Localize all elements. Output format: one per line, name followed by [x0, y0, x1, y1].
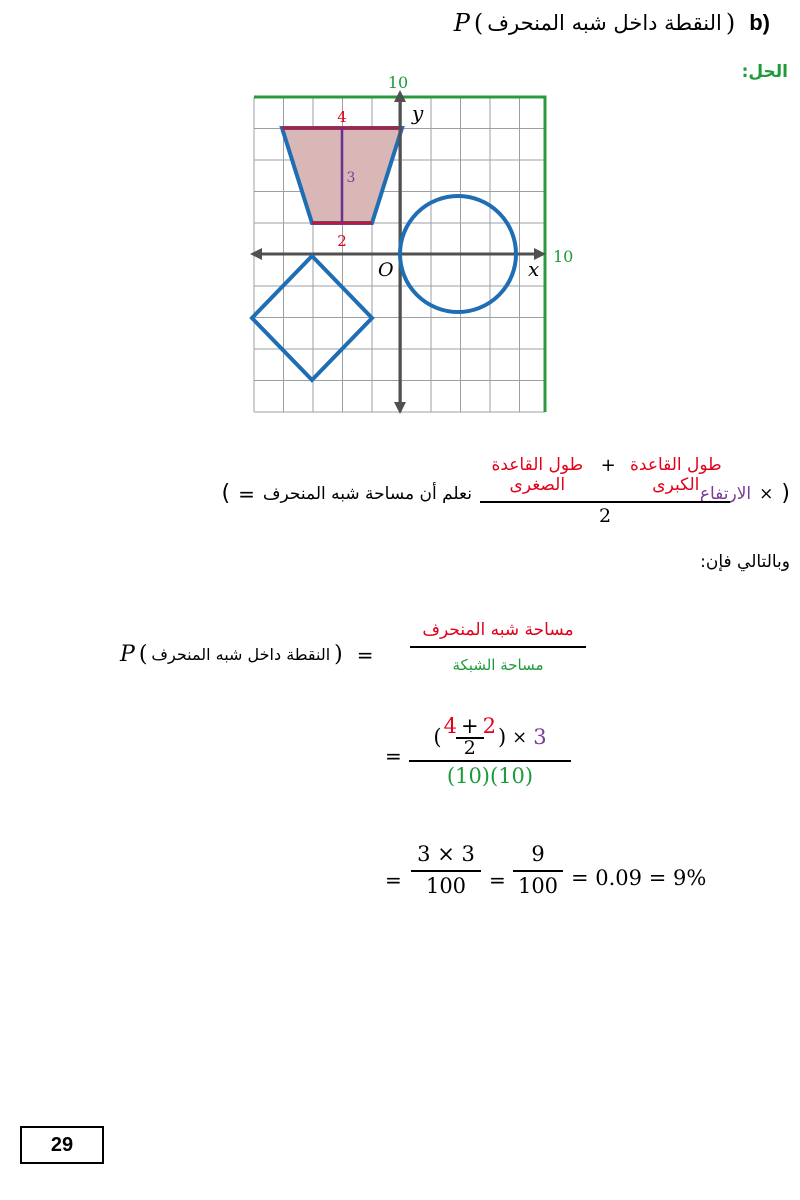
heading-label: b) [749, 10, 770, 35]
step2-h: 3 [533, 725, 547, 749]
step2-times: × [512, 726, 528, 748]
step3-n1: 3 × 3 [417, 842, 475, 866]
long-base-label: 4 [337, 108, 347, 126]
page-number: 29 [20, 1126, 104, 1164]
heading-p: P [453, 9, 470, 37]
x-axis-arrow-left [250, 248, 262, 260]
label-right-10: 10 [553, 247, 574, 266]
step3-d1: 100 [425, 874, 467, 898]
coordinate-figure [240, 70, 580, 420]
prob-denominator: مساحة الشبكة [452, 656, 544, 674]
y-axis-label: y [412, 101, 424, 125]
step3-tail: = 0.09 = 9% [571, 866, 707, 890]
step-3 [385, 842, 785, 912]
step2-fraction [409, 714, 571, 788]
short-base-label: 2 [337, 232, 347, 250]
prob-equals: = [356, 642, 374, 667]
open-paren: ( [221, 481, 231, 506]
heading-paren-open: ( [473, 9, 484, 37]
step2-paren-close: ) [497, 725, 507, 749]
prob-close: ) [334, 642, 343, 667]
height-word: الارتفاع [699, 483, 752, 504]
step2-numerator [409, 714, 571, 759]
area-formula [10, 455, 790, 527]
prob-fraction [410, 620, 586, 674]
area-fraction [480, 455, 730, 527]
heading-paren-close: ) [725, 9, 736, 37]
step2-fraction-bar [409, 760, 571, 762]
prob-fraction-bar [410, 646, 586, 648]
heading-text: النقطة داخل شبه المنحرف [487, 11, 722, 35]
area-fraction-denominator: 2 [598, 505, 612, 527]
step2-b: 2 [482, 714, 496, 738]
step3-frac2 [513, 842, 563, 898]
step3-n2: 9 [531, 842, 545, 866]
step2-plus: + [460, 714, 479, 738]
long-base-text: طول القاعدة الكبرى [629, 455, 722, 495]
prob-numerator: مساحة شبه المنحرف [422, 620, 574, 640]
prob-text: النقطة داخل شبه المنحرف [151, 645, 331, 664]
prob-p: P [120, 642, 135, 667]
x-axis-label: x [528, 257, 540, 281]
step2-half: 2 [456, 737, 484, 758]
step-2 [385, 714, 585, 798]
intro-text: نعلم أن مساحة شبه المنحرف [262, 483, 472, 504]
height-label: 3 [346, 170, 356, 186]
probability-line [120, 620, 600, 695]
step2-a: 4 [443, 714, 457, 738]
heading [454, 6, 770, 40]
origin-label: O [378, 259, 394, 281]
step3-frac1 [411, 842, 481, 898]
equals-sign: = [238, 481, 255, 506]
step2-paren-open: ( [433, 725, 442, 749]
step2-equals: = [385, 744, 402, 768]
plus-sign: + [600, 455, 616, 476]
short-base-text: طول القاعدة الصغرى [491, 455, 584, 495]
area-fraction-numerator [480, 455, 730, 495]
step2-denominator: (10)(10) [446, 764, 534, 788]
step3-bar1 [411, 870, 481, 872]
step3-eq2: = [489, 868, 506, 892]
step3-eq1: = [385, 868, 402, 892]
label-top-10: 10 [387, 73, 409, 92]
fraction-bar [480, 501, 730, 503]
prob-open: ( [138, 642, 148, 667]
step3-d2: 100 [517, 874, 559, 898]
close-paren: ) [781, 481, 790, 506]
solution-label: الحل: [741, 62, 788, 82]
step3-bar2 [513, 870, 563, 872]
step2-inner-fraction [444, 716, 496, 758]
times-sign: × [759, 483, 774, 504]
therefore-text: وبالتالي فإن: [700, 552, 790, 572]
